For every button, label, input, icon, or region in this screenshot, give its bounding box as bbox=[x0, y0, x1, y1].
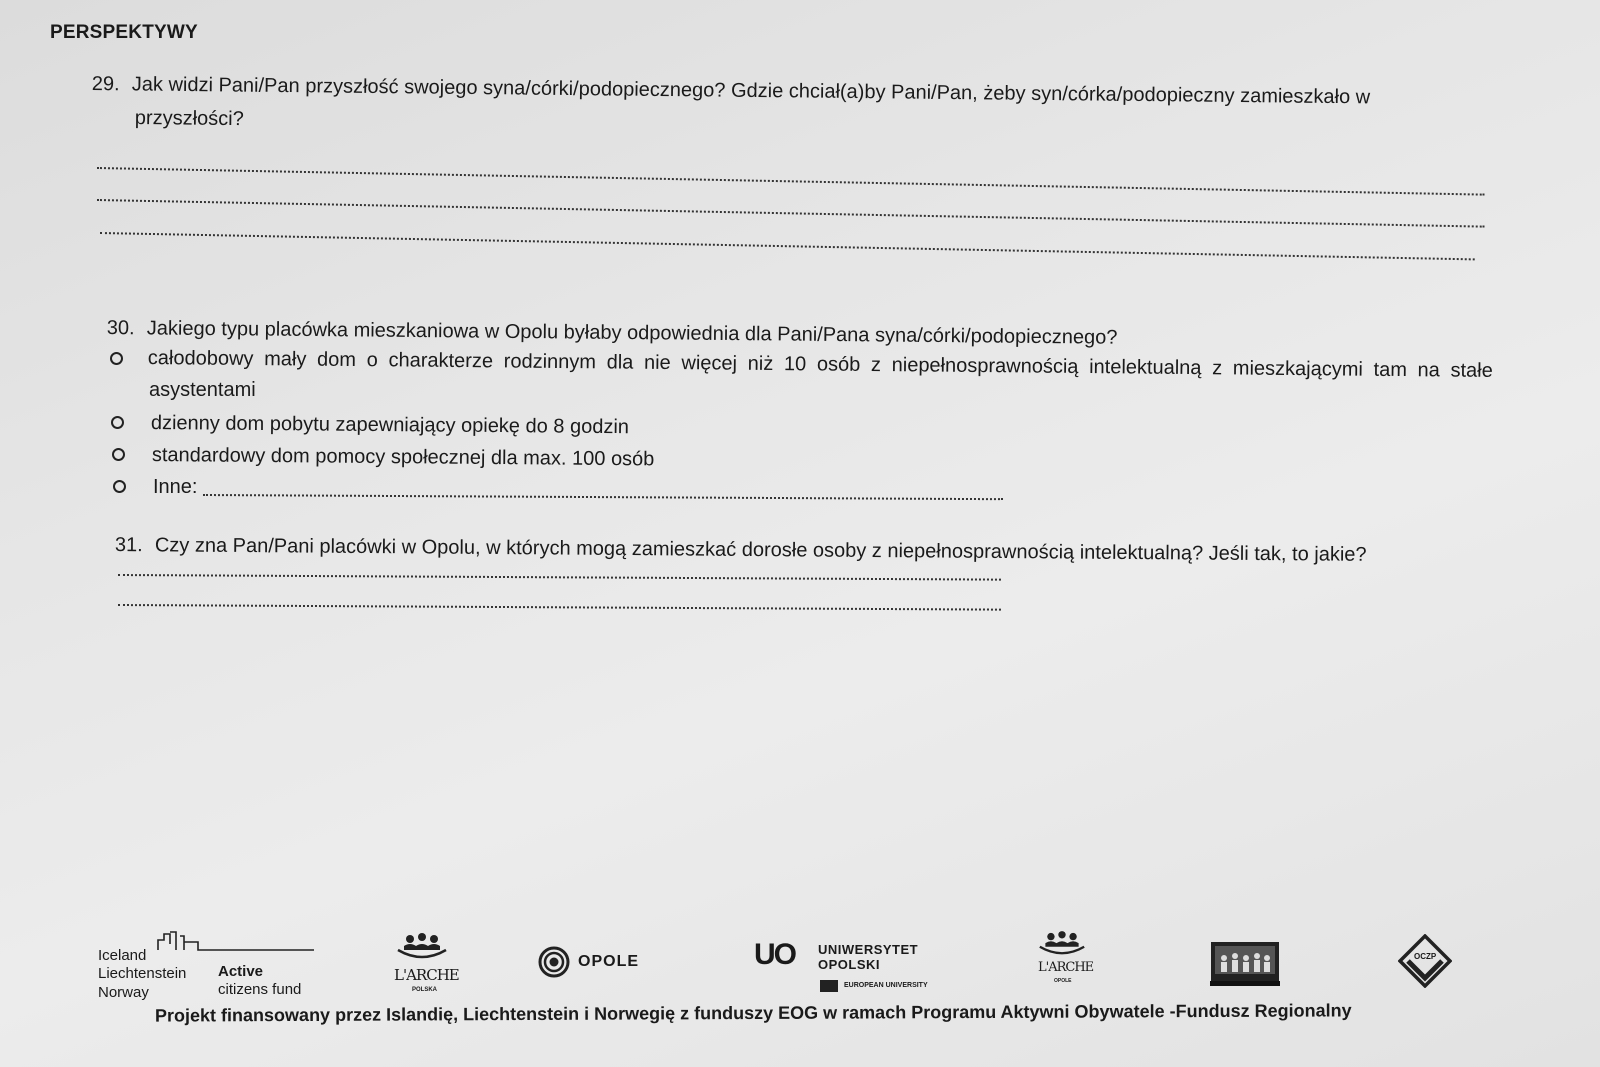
funding-footer-text: Projekt finansowany przez Islandię, Liechtenstein i Norwegię z funduszy EOG w ramach Programu Aktywni Obywatele -Fundusz Regionalny bbox=[154, 1000, 1352, 1026]
question-29-text-line2: przyszłości? bbox=[134, 106, 244, 131]
option-4-answer-line[interactable] bbox=[203, 494, 1003, 500]
logo-larche-polska-name: L'ARCHE bbox=[394, 966, 459, 984]
question-31 bbox=[115, 531, 1385, 569]
logo-uniwersytet-name1: UNIWERSYTET bbox=[818, 942, 919, 957]
question-30-text: Jakiego typu placówka mieszkaniowa w Opolu byłaby odpowiednia dla Pani/Pana syna/córki/podopiecznego? bbox=[146, 317, 1118, 349]
logo-oczp-name: OCZP bbox=[1414, 952, 1437, 961]
logo-opole bbox=[538, 944, 648, 980]
building-outline-icon bbox=[156, 928, 316, 952]
question-31-number: 31. bbox=[114, 533, 143, 557]
logo-eea-fund-2: citizens fund bbox=[218, 981, 302, 998]
option-radio-1[interactable] bbox=[110, 352, 123, 365]
logo-uniwersytet-opolski bbox=[754, 938, 944, 998]
logo-larche-opole-name: L'ARCHE bbox=[1038, 960, 1094, 975]
community-building-icon bbox=[1210, 941, 1280, 987]
option-2-label: dzienny dom pobytu zapewniający opiekę do 8 godzin bbox=[150, 411, 630, 439]
question-29-number: 29. bbox=[91, 72, 120, 96]
option-radio-2[interactable] bbox=[111, 416, 124, 429]
logo-larche-opole-sub: OPOLE bbox=[1054, 978, 1072, 984]
question-29 bbox=[92, 70, 1422, 112]
answer-line-29-3[interactable] bbox=[100, 232, 1475, 260]
option-radio-4[interactable] bbox=[113, 480, 126, 493]
logo-eea-country-2: Liechtenstein bbox=[98, 965, 187, 982]
option-4-label: Inne: bbox=[153, 476, 198, 498]
question-30-number: 30. bbox=[106, 316, 135, 340]
answer-line-29-1[interactable] bbox=[97, 167, 1485, 196]
logo-uniwersytet-name2: OPOLSKI bbox=[818, 957, 881, 972]
oczp-diamond-icon bbox=[1398, 934, 1452, 988]
answer-line-31-2[interactable] bbox=[118, 604, 1001, 611]
question-29-text-line1: Jak widzi Pani/Pan przyszłość swojego syna/córki/podopiecznego? Gdzie chciał(a)by Pani/Pan, żeby syn/córka/podopieczny zamieszkało w bbox=[131, 73, 1371, 109]
logo-uniwersytet-sub: EUROPEAN UNIVERSITY bbox=[844, 982, 928, 989]
section-title: PERSPEKTYWY bbox=[50, 22, 198, 43]
people-in-boat-icon bbox=[396, 932, 448, 962]
logo-building-community bbox=[1210, 941, 1280, 987]
logo-eea-fund-1: Active bbox=[218, 963, 264, 980]
logo-oczp bbox=[1398, 934, 1452, 988]
option-1-line1: całodobowy mały dom o charakterze rodzinnym dla nie więcej niż 10 osób z niepełnosprawnością intelektualną z mieszkającymi tam na stałe bbox=[147, 346, 1493, 382]
answer-line-29-2[interactable] bbox=[97, 199, 1485, 228]
logo-eea-active-citizens bbox=[98, 928, 318, 1003]
logo-eea-country-1: Iceland bbox=[98, 947, 147, 964]
logo-uniwersytet-mark: UO bbox=[754, 938, 795, 971]
opole-circle-icon bbox=[538, 946, 570, 978]
logo-larche-opole bbox=[1036, 930, 1094, 990]
logo-larche-polska-sub: POLSKA bbox=[412, 987, 438, 993]
option-radio-3[interactable] bbox=[112, 448, 125, 461]
people-in-boat-icon bbox=[1038, 930, 1086, 958]
logo-eea-country-3: Norway bbox=[98, 984, 149, 1001]
eu-flag-icon bbox=[820, 980, 838, 992]
answer-line-31-1[interactable] bbox=[118, 574, 1001, 581]
logo-larche-polska bbox=[392, 932, 459, 998]
option-3-label: standardowy dom pomocy społecznej dla max. 100 osób bbox=[151, 443, 655, 471]
option-1-line2: asystentami bbox=[149, 379, 256, 401]
logo-opole-name: OPOLE bbox=[578, 953, 640, 970]
question-31-text: Czy zna Pan/Pani placówki w Opolu, w których mogą zamieszkać dorosłe osoby z niepełnosprawnością intelektualną? Jeśli tak, to jakie? bbox=[154, 534, 1367, 566]
